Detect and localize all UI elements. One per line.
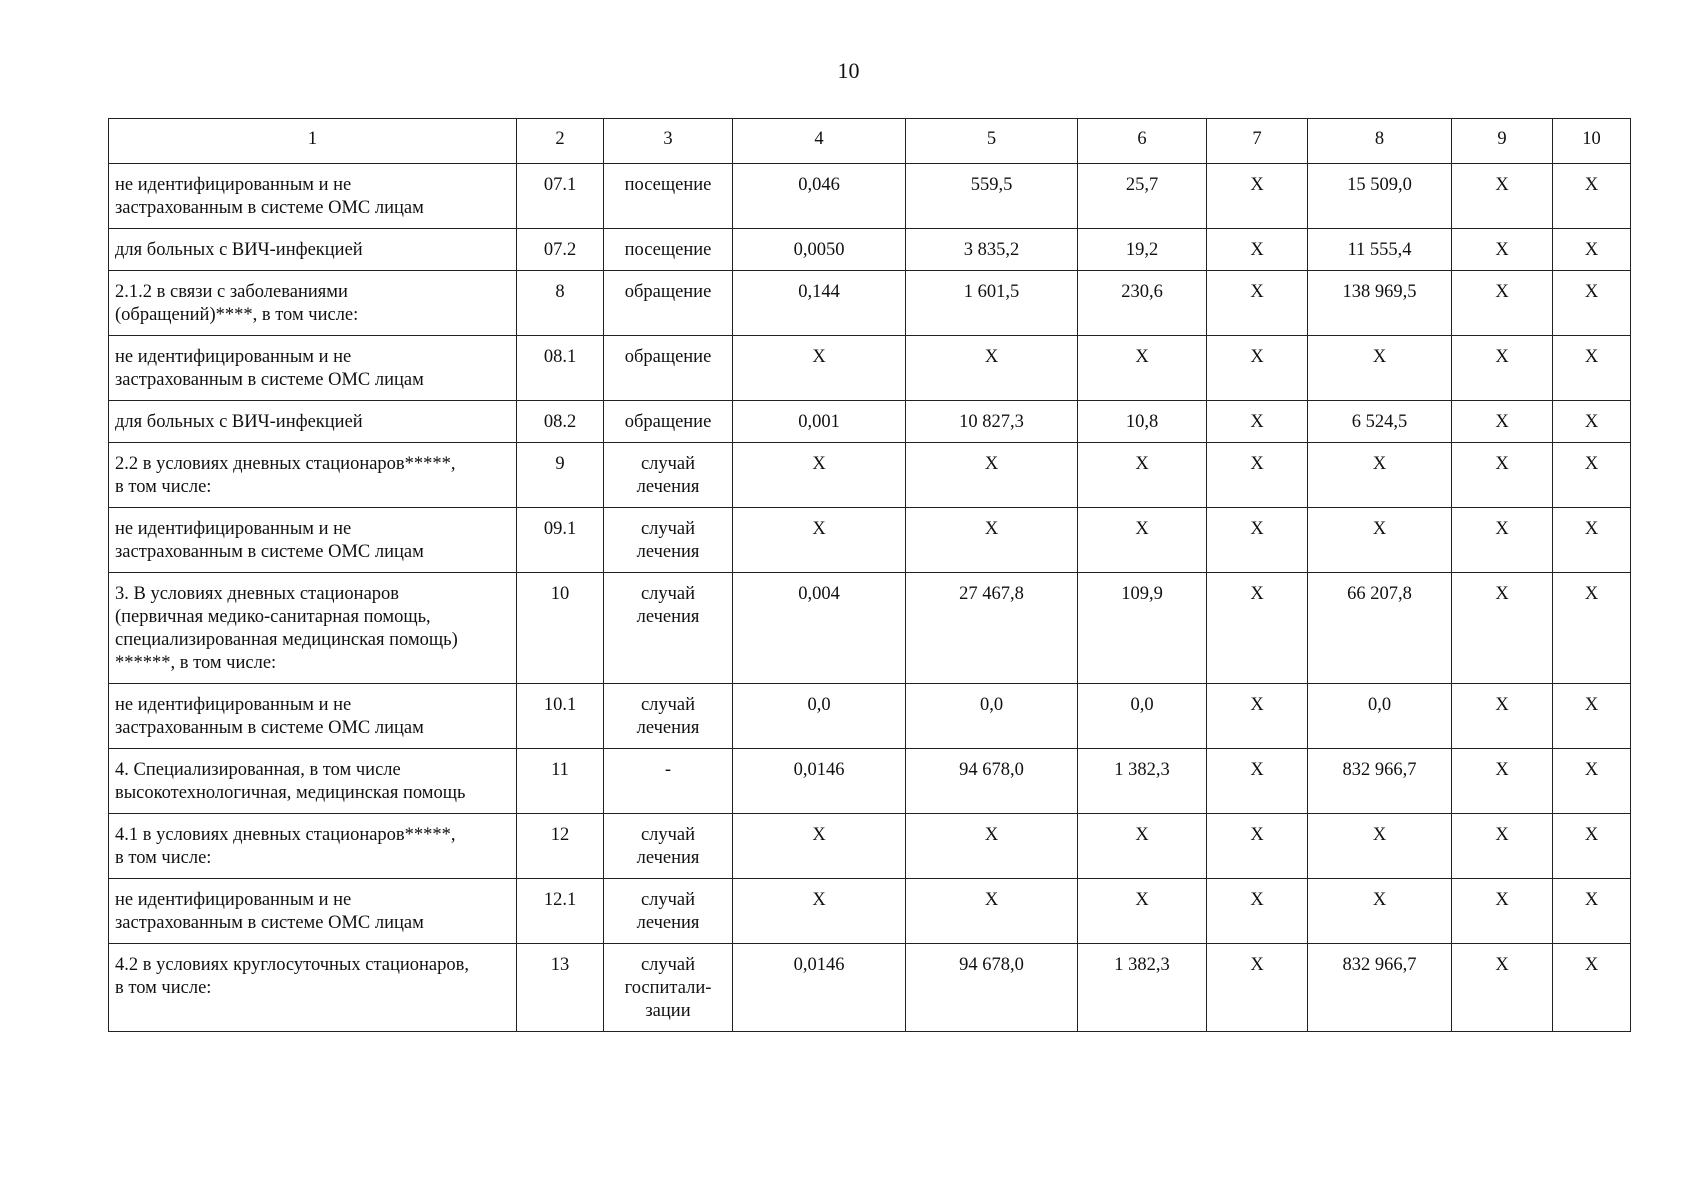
cell-col-10: Х <box>1553 336 1631 401</box>
data-table <box>108 118 1631 1032</box>
table-row <box>109 573 1631 684</box>
cell-col-9: Х <box>1452 229 1553 271</box>
table-row <box>109 229 1631 271</box>
cell-name: не идентифицированным и не застрахованным в системе ОМС лицам <box>109 879 517 944</box>
cell-col-4: 0,0146 <box>733 749 906 814</box>
cell-col-6: 1 382,3 <box>1078 749 1207 814</box>
cell-col-4: 0,0146 <box>733 944 906 1032</box>
table-row <box>109 508 1631 573</box>
cell-name: для больных с ВИЧ-инфекцией <box>109 229 517 271</box>
cell-col-7: Х <box>1207 879 1308 944</box>
cell-col-5: Х <box>906 814 1078 879</box>
cell-unit: случай лечения <box>604 814 733 879</box>
cell-col-10: Х <box>1553 164 1631 229</box>
cell-col-6: 19,2 <box>1078 229 1207 271</box>
cell-unit: случай госпитали- зации <box>604 944 733 1032</box>
cell-col-7: Х <box>1207 573 1308 684</box>
cell-col-4: Х <box>733 508 906 573</box>
cell-name: 2.1.2 в связи с заболеваниями (обращений)****, в том числе: <box>109 271 517 336</box>
column-header-7: 7 <box>1207 119 1308 164</box>
cell-col-4: Х <box>733 814 906 879</box>
cell-name: не идентифицированным и не застрахованным в системе ОМС лицам <box>109 684 517 749</box>
cell-col-7: Х <box>1207 443 1308 508</box>
cell-col-5: 10 827,3 <box>906 401 1078 443</box>
cell-col-7: Х <box>1207 401 1308 443</box>
cell-col-8: Х <box>1308 443 1452 508</box>
cell-col-10: Х <box>1553 749 1631 814</box>
cell-col-5: 3 835,2 <box>906 229 1078 271</box>
cell-name: 4.2 в условиях круглосуточных стационаров, в том числе: <box>109 944 517 1032</box>
cell-col-6: Х <box>1078 336 1207 401</box>
cell-col-4: 0,0 <box>733 684 906 749</box>
cell-col-6: 230,6 <box>1078 271 1207 336</box>
cell-unit: случай лечения <box>604 508 733 573</box>
cell-col-9: Х <box>1452 401 1553 443</box>
cell-col-9: Х <box>1452 573 1553 684</box>
cell-name: не идентифицированным и не застрахованным в системе ОМС лицам <box>109 164 517 229</box>
cell-name: для больных с ВИЧ-инфекцией <box>109 401 517 443</box>
cell-col-9: Х <box>1452 443 1553 508</box>
cell-col-6: Х <box>1078 508 1207 573</box>
cell-col-7: Х <box>1207 271 1308 336</box>
column-header-8: 8 <box>1308 119 1452 164</box>
cell-unit: случай лечения <box>604 443 733 508</box>
cell-col-6: 109,9 <box>1078 573 1207 684</box>
table-header-row <box>109 119 1631 164</box>
cell-col-5: 94 678,0 <box>906 944 1078 1032</box>
cell-col-8: 6 524,5 <box>1308 401 1452 443</box>
cell-row-code: 07.2 <box>517 229 604 271</box>
column-header-4: 4 <box>733 119 906 164</box>
cell-col-5: Х <box>906 508 1078 573</box>
table-row <box>109 684 1631 749</box>
cell-col-10: Х <box>1553 508 1631 573</box>
cell-col-10: Х <box>1553 229 1631 271</box>
cell-col-5: Х <box>906 879 1078 944</box>
cell-col-8: Х <box>1308 336 1452 401</box>
cell-col-9: Х <box>1452 879 1553 944</box>
cell-col-6: 0,0 <box>1078 684 1207 749</box>
cell-col-9: Х <box>1452 944 1553 1032</box>
cell-col-8: 66 207,8 <box>1308 573 1452 684</box>
cell-col-6: 1 382,3 <box>1078 944 1207 1032</box>
cell-unit: обращение <box>604 336 733 401</box>
cell-row-code: 07.1 <box>517 164 604 229</box>
cell-col-4: 0,001 <box>733 401 906 443</box>
cell-row-code: 13 <box>517 944 604 1032</box>
cell-col-6: Х <box>1078 879 1207 944</box>
cell-col-9: Х <box>1452 814 1553 879</box>
cell-col-10: Х <box>1553 443 1631 508</box>
table-row <box>109 271 1631 336</box>
cell-col-9: Х <box>1452 749 1553 814</box>
cell-col-5: Х <box>906 336 1078 401</box>
cell-col-7: Х <box>1207 229 1308 271</box>
cell-col-8: Х <box>1308 508 1452 573</box>
cell-unit: обращение <box>604 271 733 336</box>
table-row <box>109 944 1631 1032</box>
cell-col-7: Х <box>1207 684 1308 749</box>
column-header-5: 5 <box>906 119 1078 164</box>
cell-col-10: Х <box>1553 814 1631 879</box>
table-row <box>109 814 1631 879</box>
cell-col-9: Х <box>1452 684 1553 749</box>
cell-col-8: 15 509,0 <box>1308 164 1452 229</box>
cell-col-4: 0,004 <box>733 573 906 684</box>
cell-col-9: Х <box>1452 508 1553 573</box>
cell-col-8: 832 966,7 <box>1308 944 1452 1032</box>
column-header-10: 10 <box>1553 119 1631 164</box>
cell-col-4: 0,144 <box>733 271 906 336</box>
cell-name: 4.1 в условиях дневных стационаров*****, в том числе: <box>109 814 517 879</box>
cell-col-6: Х <box>1078 814 1207 879</box>
cell-col-9: Х <box>1452 164 1553 229</box>
cell-col-10: Х <box>1553 944 1631 1032</box>
cell-row-code: 08.1 <box>517 336 604 401</box>
column-header-2: 2 <box>517 119 604 164</box>
column-header-9: 9 <box>1452 119 1553 164</box>
page-number: 10 <box>837 58 860 83</box>
cell-col-6: 25,7 <box>1078 164 1207 229</box>
cell-col-8: 832 966,7 <box>1308 749 1452 814</box>
cell-col-7: Х <box>1207 508 1308 573</box>
cell-col-9: Х <box>1452 271 1553 336</box>
cell-col-6: 10,8 <box>1078 401 1207 443</box>
cell-col-5: 1 601,5 <box>906 271 1078 336</box>
cell-name: 2.2 в условиях дневных стационаров*****, в том числе: <box>109 443 517 508</box>
cell-col-4: 0,0050 <box>733 229 906 271</box>
table-row <box>109 401 1631 443</box>
table-row <box>109 879 1631 944</box>
column-header-6: 6 <box>1078 119 1207 164</box>
cell-row-code: 12 <box>517 814 604 879</box>
cell-col-8: 11 555,4 <box>1308 229 1452 271</box>
cell-col-7: Х <box>1207 749 1308 814</box>
cell-name: не идентифицированным и не застрахованным в системе ОМС лицам <box>109 336 517 401</box>
cell-col-10: Х <box>1553 684 1631 749</box>
cell-unit: посещение <box>604 164 733 229</box>
cell-col-7: Х <box>1207 336 1308 401</box>
cell-name: 4. Специализированная, в том числе высокотехнологичная, медицинская помощь <box>109 749 517 814</box>
cell-row-code: 12.1 <box>517 879 604 944</box>
cell-col-8: Х <box>1308 879 1452 944</box>
cell-col-8: 0,0 <box>1308 684 1452 749</box>
table-row <box>109 164 1631 229</box>
cell-col-5: 559,5 <box>906 164 1078 229</box>
cell-col-10: Х <box>1553 271 1631 336</box>
cell-col-5: 94 678,0 <box>906 749 1078 814</box>
cell-col-5: 27 467,8 <box>906 573 1078 684</box>
cell-unit: случай лечения <box>604 684 733 749</box>
table-row <box>109 749 1631 814</box>
cell-row-code: 08.2 <box>517 401 604 443</box>
cell-row-code: 11 <box>517 749 604 814</box>
cell-col-4: Х <box>733 443 906 508</box>
cell-name: 3. В условиях дневных стационаров (первичная медико-санитарная помощь, специализированная медицинская помощь) ******, в том числе: <box>109 573 517 684</box>
cell-col-4: Х <box>733 879 906 944</box>
cell-col-4: Х <box>733 336 906 401</box>
cell-col-7: Х <box>1207 164 1308 229</box>
table-row <box>109 443 1631 508</box>
cell-col-7: Х <box>1207 944 1308 1032</box>
cell-col-8: 138 969,5 <box>1308 271 1452 336</box>
cell-col-10: Х <box>1553 879 1631 944</box>
cell-col-9: Х <box>1452 336 1553 401</box>
cell-unit: обращение <box>604 401 733 443</box>
cell-col-7: Х <box>1207 814 1308 879</box>
cell-row-code: 10 <box>517 573 604 684</box>
cell-row-code: 9 <box>517 443 604 508</box>
cell-col-10: Х <box>1553 573 1631 684</box>
cell-col-10: Х <box>1553 401 1631 443</box>
column-header-1: 1 <box>109 119 517 164</box>
cell-col-4: 0,046 <box>733 164 906 229</box>
cell-row-code: 10.1 <box>517 684 604 749</box>
cell-row-code: 09.1 <box>517 508 604 573</box>
cell-col-8: Х <box>1308 814 1452 879</box>
cell-row-code: 8 <box>517 271 604 336</box>
table-row <box>109 336 1631 401</box>
cell-unit: - <box>604 749 733 814</box>
cell-unit: случай лечения <box>604 573 733 684</box>
cell-col-6: Х <box>1078 443 1207 508</box>
cell-col-5: Х <box>906 443 1078 508</box>
cell-col-5: 0,0 <box>906 684 1078 749</box>
cell-unit: случай лечения <box>604 879 733 944</box>
cell-name: не идентифицированным и не застрахованным в системе ОМС лицам <box>109 508 517 573</box>
cell-unit: посещение <box>604 229 733 271</box>
column-header-3: 3 <box>604 119 733 164</box>
table-body <box>109 164 1631 1032</box>
